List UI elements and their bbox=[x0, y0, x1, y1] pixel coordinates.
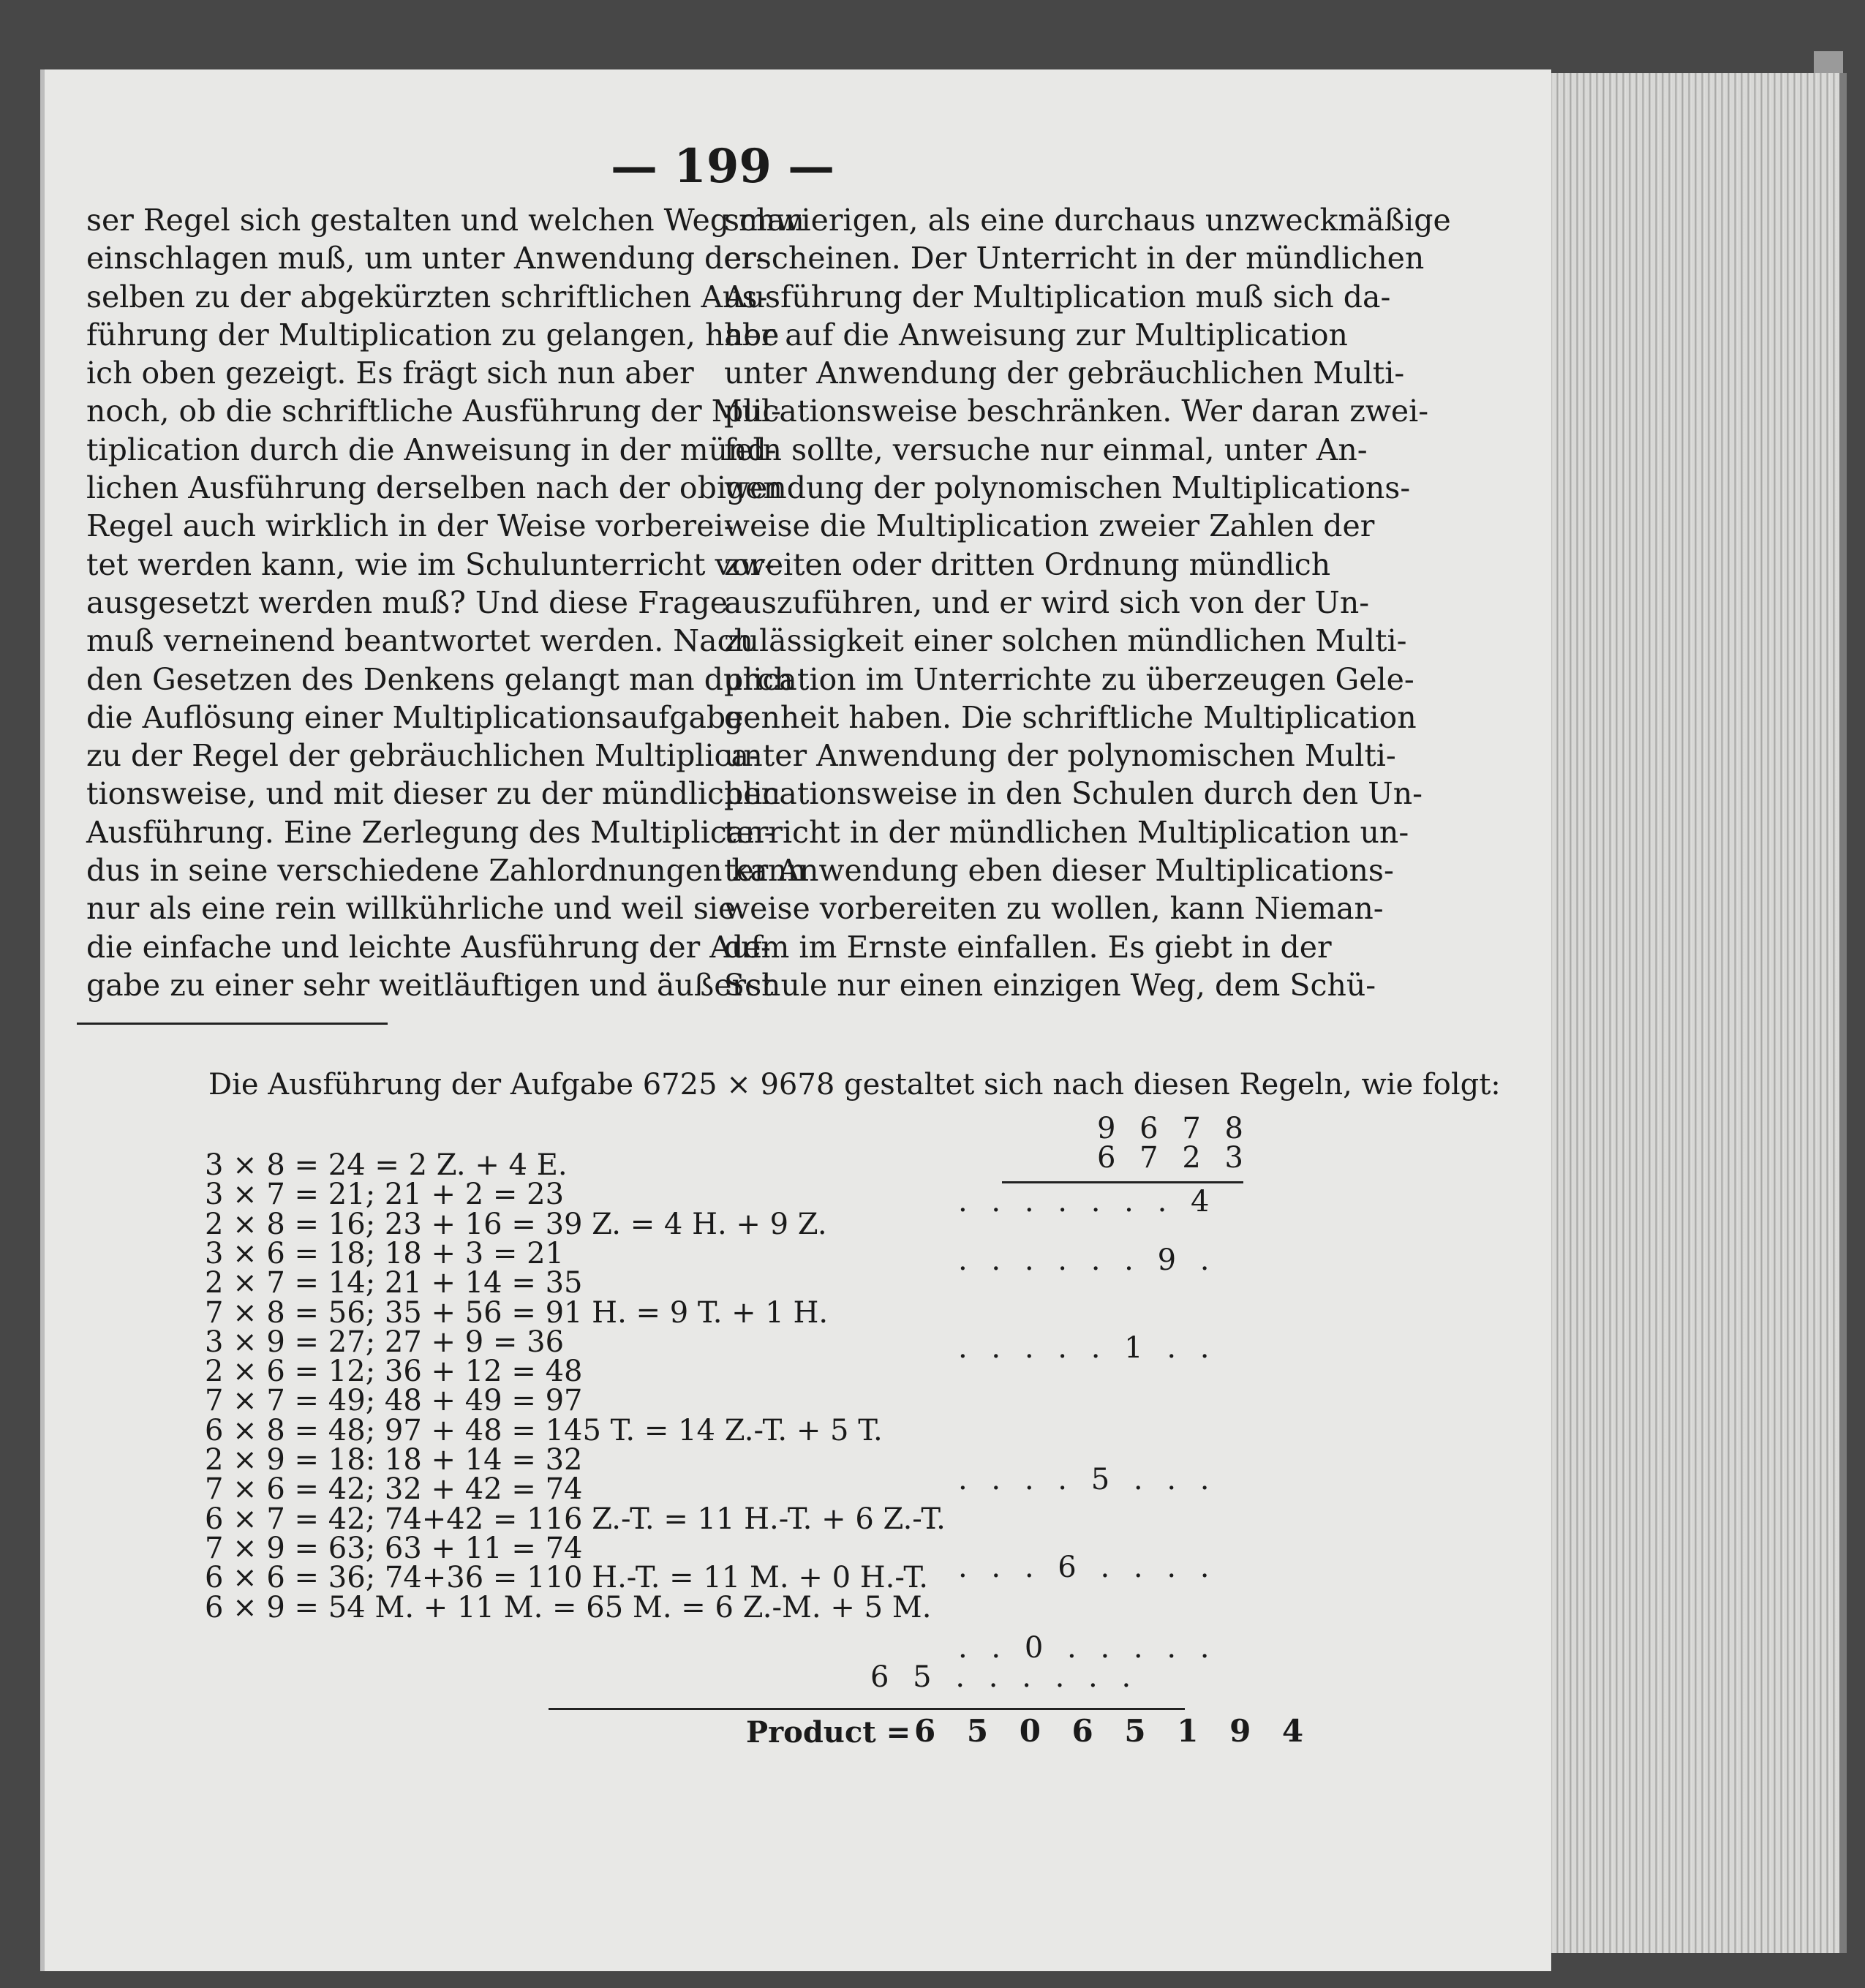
right-column-line: Schule nur einen einzigen Weg, dem Schü- bbox=[724, 967, 1376, 1003]
left-column-line: tionsweise, und mit dieser zu der mündlichen bbox=[86, 776, 781, 812]
footnote-rule bbox=[77, 1023, 388, 1025]
calculation-line: 6 × 8 = 48; 97 + 48 = 145 T. = 14 Z.-T. + 5 T. bbox=[205, 1413, 883, 1447]
calculation-line: 6 × 6 = 36; 74+36 = 110 H.-T. = 11 M. + 0 H.-T. bbox=[205, 1561, 928, 1595]
left-column-line: tiplication durch die Anweisung in der münd- bbox=[86, 432, 777, 467]
right-column bbox=[724, 201, 1451, 1004]
right-column-line: weise vorbereiten zu wollen, kann Nieman- bbox=[724, 891, 1384, 927]
left-column-line: Regel auch wirklich in der Weise vorberei- bbox=[86, 508, 734, 544]
page-number: — 199 — bbox=[611, 139, 835, 194]
left-column-line: dus in seine verschiedene Zahlordnungen kann bbox=[86, 853, 807, 889]
calculation-line: 6 × 7 = 42; 74+42 = 116 Z.-T. = 11 H.-T. + 6 Z.-T. bbox=[205, 1502, 946, 1536]
product-rule bbox=[549, 1708, 1185, 1710]
scheme-rule bbox=[1002, 1181, 1243, 1183]
right-column-line: her auf die Anweisung zur Multiplication bbox=[724, 317, 1348, 353]
right-column-line: ter Anwendung eben dieser Multiplications- bbox=[724, 853, 1394, 889]
calculation-line: 2 × 7 = 14; 21 + 14 = 35 bbox=[205, 1266, 583, 1300]
calculation-line: 7 × 6 = 42; 32 + 42 = 74 bbox=[205, 1472, 583, 1507]
right-column-line: plicationsweise beschränken. Wer daran zwei- bbox=[724, 394, 1429, 429]
calculation-line: 7 × 8 = 56; 35 + 56 = 91 H. = 9 T. + 1 H. bbox=[205, 1295, 829, 1330]
calculation-line: 7 × 9 = 63; 63 + 11 = 74 bbox=[205, 1531, 583, 1565]
right-column-line: zweiten oder dritten Ordnung mündlich bbox=[724, 546, 1331, 582]
left-column-line: selben zu der abgekürzten schriftlichen Aus- bbox=[86, 279, 768, 315]
right-column-line: erscheinen. Der Unterricht in der mündlichen bbox=[724, 241, 1425, 276]
scheme-multiplier: 6 7 2 3 bbox=[1097, 1141, 1251, 1175]
left-column-line: muß verneinend beantwortet werden. Nach bbox=[86, 623, 753, 659]
scheme-partial-row: . . . . . . 9 . bbox=[958, 1243, 1217, 1277]
right-column-line: schwierigen, als eine durchaus unzweckmäßige bbox=[724, 203, 1451, 238]
product-digits: 6 5 0 6 5 1 9 4 bbox=[914, 1713, 1314, 1749]
left-column-line: lichen Ausführung derselben nach der obigen bbox=[86, 470, 783, 506]
calculation-line: 6 × 9 = 54 M. + 11 M. = 65 M. = 6 Z.-M. + 5 M. bbox=[205, 1590, 932, 1624]
left-column-line: die Auflösung einer Multiplicationsaufgabe bbox=[86, 699, 744, 735]
left-column bbox=[86, 201, 807, 1004]
page-stack-edge bbox=[1547, 73, 1847, 1953]
left-column-line: zu der Regel der gebräuchlichen Multiplica- bbox=[86, 738, 759, 774]
scheme-partial-row: . . . . . 1 . . bbox=[958, 1331, 1217, 1365]
scheme-partial-row: . . 0 . . . . . bbox=[958, 1631, 1217, 1665]
right-column-line: plicationsweise in den Schulen durch den Un- bbox=[724, 776, 1423, 812]
left-column-line: einschlagen muß, um unter Anwendung der- bbox=[86, 241, 766, 276]
right-column-line: genheit haben. Die schriftliche Multiplication bbox=[724, 699, 1417, 735]
left-column-line: ich oben gezeigt. Es frägt sich nun aber bbox=[86, 355, 694, 391]
scheme-partial-row: . . . . . . . 4 bbox=[958, 1185, 1217, 1219]
calculation-line: 3 × 6 = 18; 18 + 3 = 21 bbox=[205, 1236, 565, 1270]
right-column-line: unter Anwendung der polynomischen Multi- bbox=[724, 738, 1396, 774]
right-column-line: unter Anwendung der gebräuchlichen Multi- bbox=[724, 355, 1405, 391]
footnote-lead: Die Ausführung der Aufgabe 6725 × 9678 gestaltet sich nach diesen Regeln, wie folgt: bbox=[208, 1068, 1501, 1102]
calculation-line: 3 × 7 = 21; 21 + 2 = 23 bbox=[205, 1178, 565, 1212]
calculation-line: 7 × 7 = 49; 48 + 49 = 97 bbox=[205, 1384, 583, 1418]
scheme-partial-row: . . . . 5 . . . bbox=[958, 1463, 1217, 1496]
right-column-line: terricht in der mündlichen Multiplication un- bbox=[724, 814, 1409, 850]
left-column-line: führung der Multiplication zu gelangen, habe bbox=[86, 317, 780, 353]
calculation-line: 2 × 6 = 12; 36 + 12 = 48 bbox=[205, 1355, 583, 1389]
scheme-partial-row: 6 5 . . . . . . bbox=[870, 1660, 1139, 1694]
left-column-line: tet werden kann, wie im Schulunterricht vor- bbox=[86, 546, 775, 582]
calculation-line: 3 × 9 = 27; 27 + 9 = 36 bbox=[205, 1325, 565, 1359]
left-column-line: die einfache und leichte Ausführung der Auf- bbox=[86, 929, 771, 965]
right-column-line: wendung der polynomischen Multiplications- bbox=[724, 470, 1411, 506]
calculation-line: 3 × 8 = 24 = 2 Z. + 4 E. bbox=[205, 1148, 568, 1182]
right-column-line: feln sollte, versuche nur einmal, unter An- bbox=[724, 432, 1368, 467]
product-label: Product = bbox=[746, 1715, 911, 1750]
calculation-line: 2 × 9 = 18: 18 + 14 = 32 bbox=[205, 1443, 583, 1477]
right-column-line: auszuführen, und er wird sich von der Un- bbox=[724, 584, 1370, 620]
left-column-line: gabe zu einer sehr weitläuftigen und äußerst bbox=[86, 967, 774, 1003]
right-column-line: zulässigkeit einer solchen mündlichen Multi- bbox=[724, 623, 1407, 659]
left-column-line: den Gesetzen des Denkens gelangt man durch bbox=[86, 661, 794, 697]
scheme-multiplicand: 9 6 7 8 bbox=[1097, 1112, 1251, 1145]
left-column-line: noch, ob die schriftliche Ausführung der Mul- bbox=[86, 394, 782, 429]
left-column-line: nur als eine rein willkührliche und weil sie bbox=[86, 891, 736, 927]
left-column-line: ausgesetzt werden muß? Und diese Frage bbox=[86, 584, 728, 620]
right-column-line: Ausführung der Multiplication muß sich da- bbox=[724, 279, 1391, 315]
scheme-partial-row: . . . 6 . . . . bbox=[958, 1551, 1217, 1584]
right-column-line: dem im Ernste einfallen. Es giebt in der bbox=[724, 929, 1332, 965]
right-column-line: weise die Multiplication zweier Zahlen der bbox=[724, 508, 1375, 544]
calculation-line: 2 × 8 = 16; 23 + 16 = 39 Z. = 4 H. + 9 Z. bbox=[205, 1207, 827, 1241]
left-column-line: ser Regel sich gestalten und welchen Weg man bbox=[86, 203, 805, 238]
left-column-line: Ausführung. Eine Zerlegung des Multiplican- bbox=[86, 814, 775, 850]
right-column-line: plication im Unterrichte zu überzeugen Gele- bbox=[724, 661, 1414, 697]
